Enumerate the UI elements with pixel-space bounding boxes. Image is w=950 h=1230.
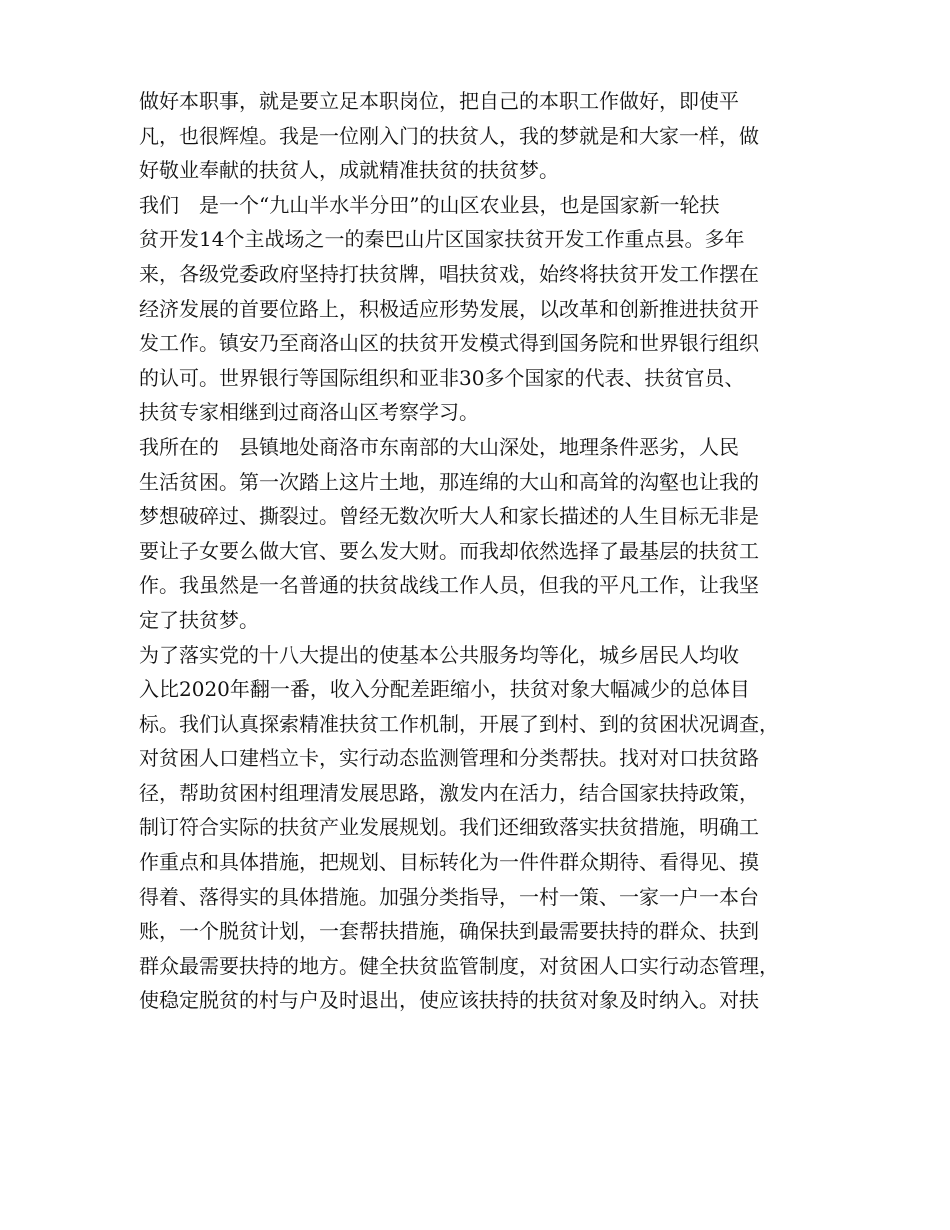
text-line: 扶贫专家相继到过商洛山区考察学习。 (139, 400, 479, 425)
text-line: 做好本职事，就是要立足本职岗位，把自己的本职工作做好，即使平 (139, 89, 739, 113)
text-line: 为了落实党的十八大提出的使基本公共服务均等化，城乡居民人均收 (139, 642, 739, 667)
text-line: 标。我们认真探索精准扶贫工作机制，开展了到村、到的贫困状况调查， (139, 711, 779, 736)
text-line: 生活贫困。第一次踏上这片土地，那连绵的大山和高耸的沟壑也让我的 (139, 469, 759, 494)
text-line: 好敬业奉献的扶贫人，成就精准扶贫的扶贫梦。 (139, 158, 559, 183)
text-line: 定了扶贫梦。 (139, 607, 259, 632)
text-line: 我们 是一个“九山半水半分田”的山区农业县，也是国家新一轮扶 (139, 192, 720, 217)
text-line: 对贫困人口建档立卡，实行动态监测管理和分类帮扶。找对对口扶贫路 (139, 746, 759, 771)
text-line: 发工作。镇安乃至商洛山区的扶贫开发模式得到国务院和世界银行组织 (139, 331, 759, 356)
text-line: 来，各级党委政府坚持打扶贫牌，唱扶贫戏，始终将扶贫开发工作摆在 (139, 261, 759, 286)
text-line: 贫开发14个主战场之一的秦巴山片区国家扶贫开发工作重点县。多年 (139, 227, 745, 252)
text-line: 的认可。世界银行等国际组织和亚非30多个国家的代表、扶贫官员、 (139, 365, 745, 390)
text-line: 制订符合实际的扶贫产业发展规划。我们还细致落实扶贫措施，明确工 (139, 815, 759, 840)
text-line: 我所在的 县镇地处商洛市东南部的大山深处，地理条件恶劣，人民 (139, 434, 739, 459)
text-line: 径，帮助贫困村组理清发展思路，激发内在活力，结合国家扶持政策， (139, 780, 759, 805)
text-line: 账，一个脱贫计划，一套帮扶措施，确保扶到最需要扶持的群众、扶到 (139, 919, 759, 944)
text-line: 作。我虽然是一名普通的扶贫战线工作人员，但我的平凡工作，让我坚 (139, 573, 759, 598)
text-line: 凡，也很辉煌。我是一位刚入门的扶贫人，我的梦就是和大家一样，做 (139, 123, 759, 148)
text-line: 要让子女要么做大官、要么发大财。而我却依然选择了最基层的扶贫工 (139, 538, 759, 563)
text-line: 使稳定脱贫的村与户及时退出，使应该扶持的扶贫对象及时纳入。对扶 (139, 988, 759, 1013)
text-line: 作重点和具体措施，把规划、目标转化为一件件群众期待、看得见、摸 (139, 850, 759, 875)
text-line: 梦想破碎过、撕裂过。曾经无数次听大人和家长描述的人生目标无非是 (139, 504, 759, 529)
document-body (139, 84, 829, 1018)
text-line: 得着、落得实的具体措施。加强分类指导，一村一策、一家一户一本台 (139, 884, 759, 909)
text-line: 入比2020年翻一番，收入分配差距缩小，扶贫对象大幅减少的总体目 (139, 677, 750, 702)
text-line: 经济发展的首要位路上，积极适应形势发展，以改革和创新推进扶贫开 (139, 296, 759, 321)
text-line: 群众最需要扶持的地方。健全扶贫监管制度，对贫困人口实行动态管理， (139, 953, 779, 978)
